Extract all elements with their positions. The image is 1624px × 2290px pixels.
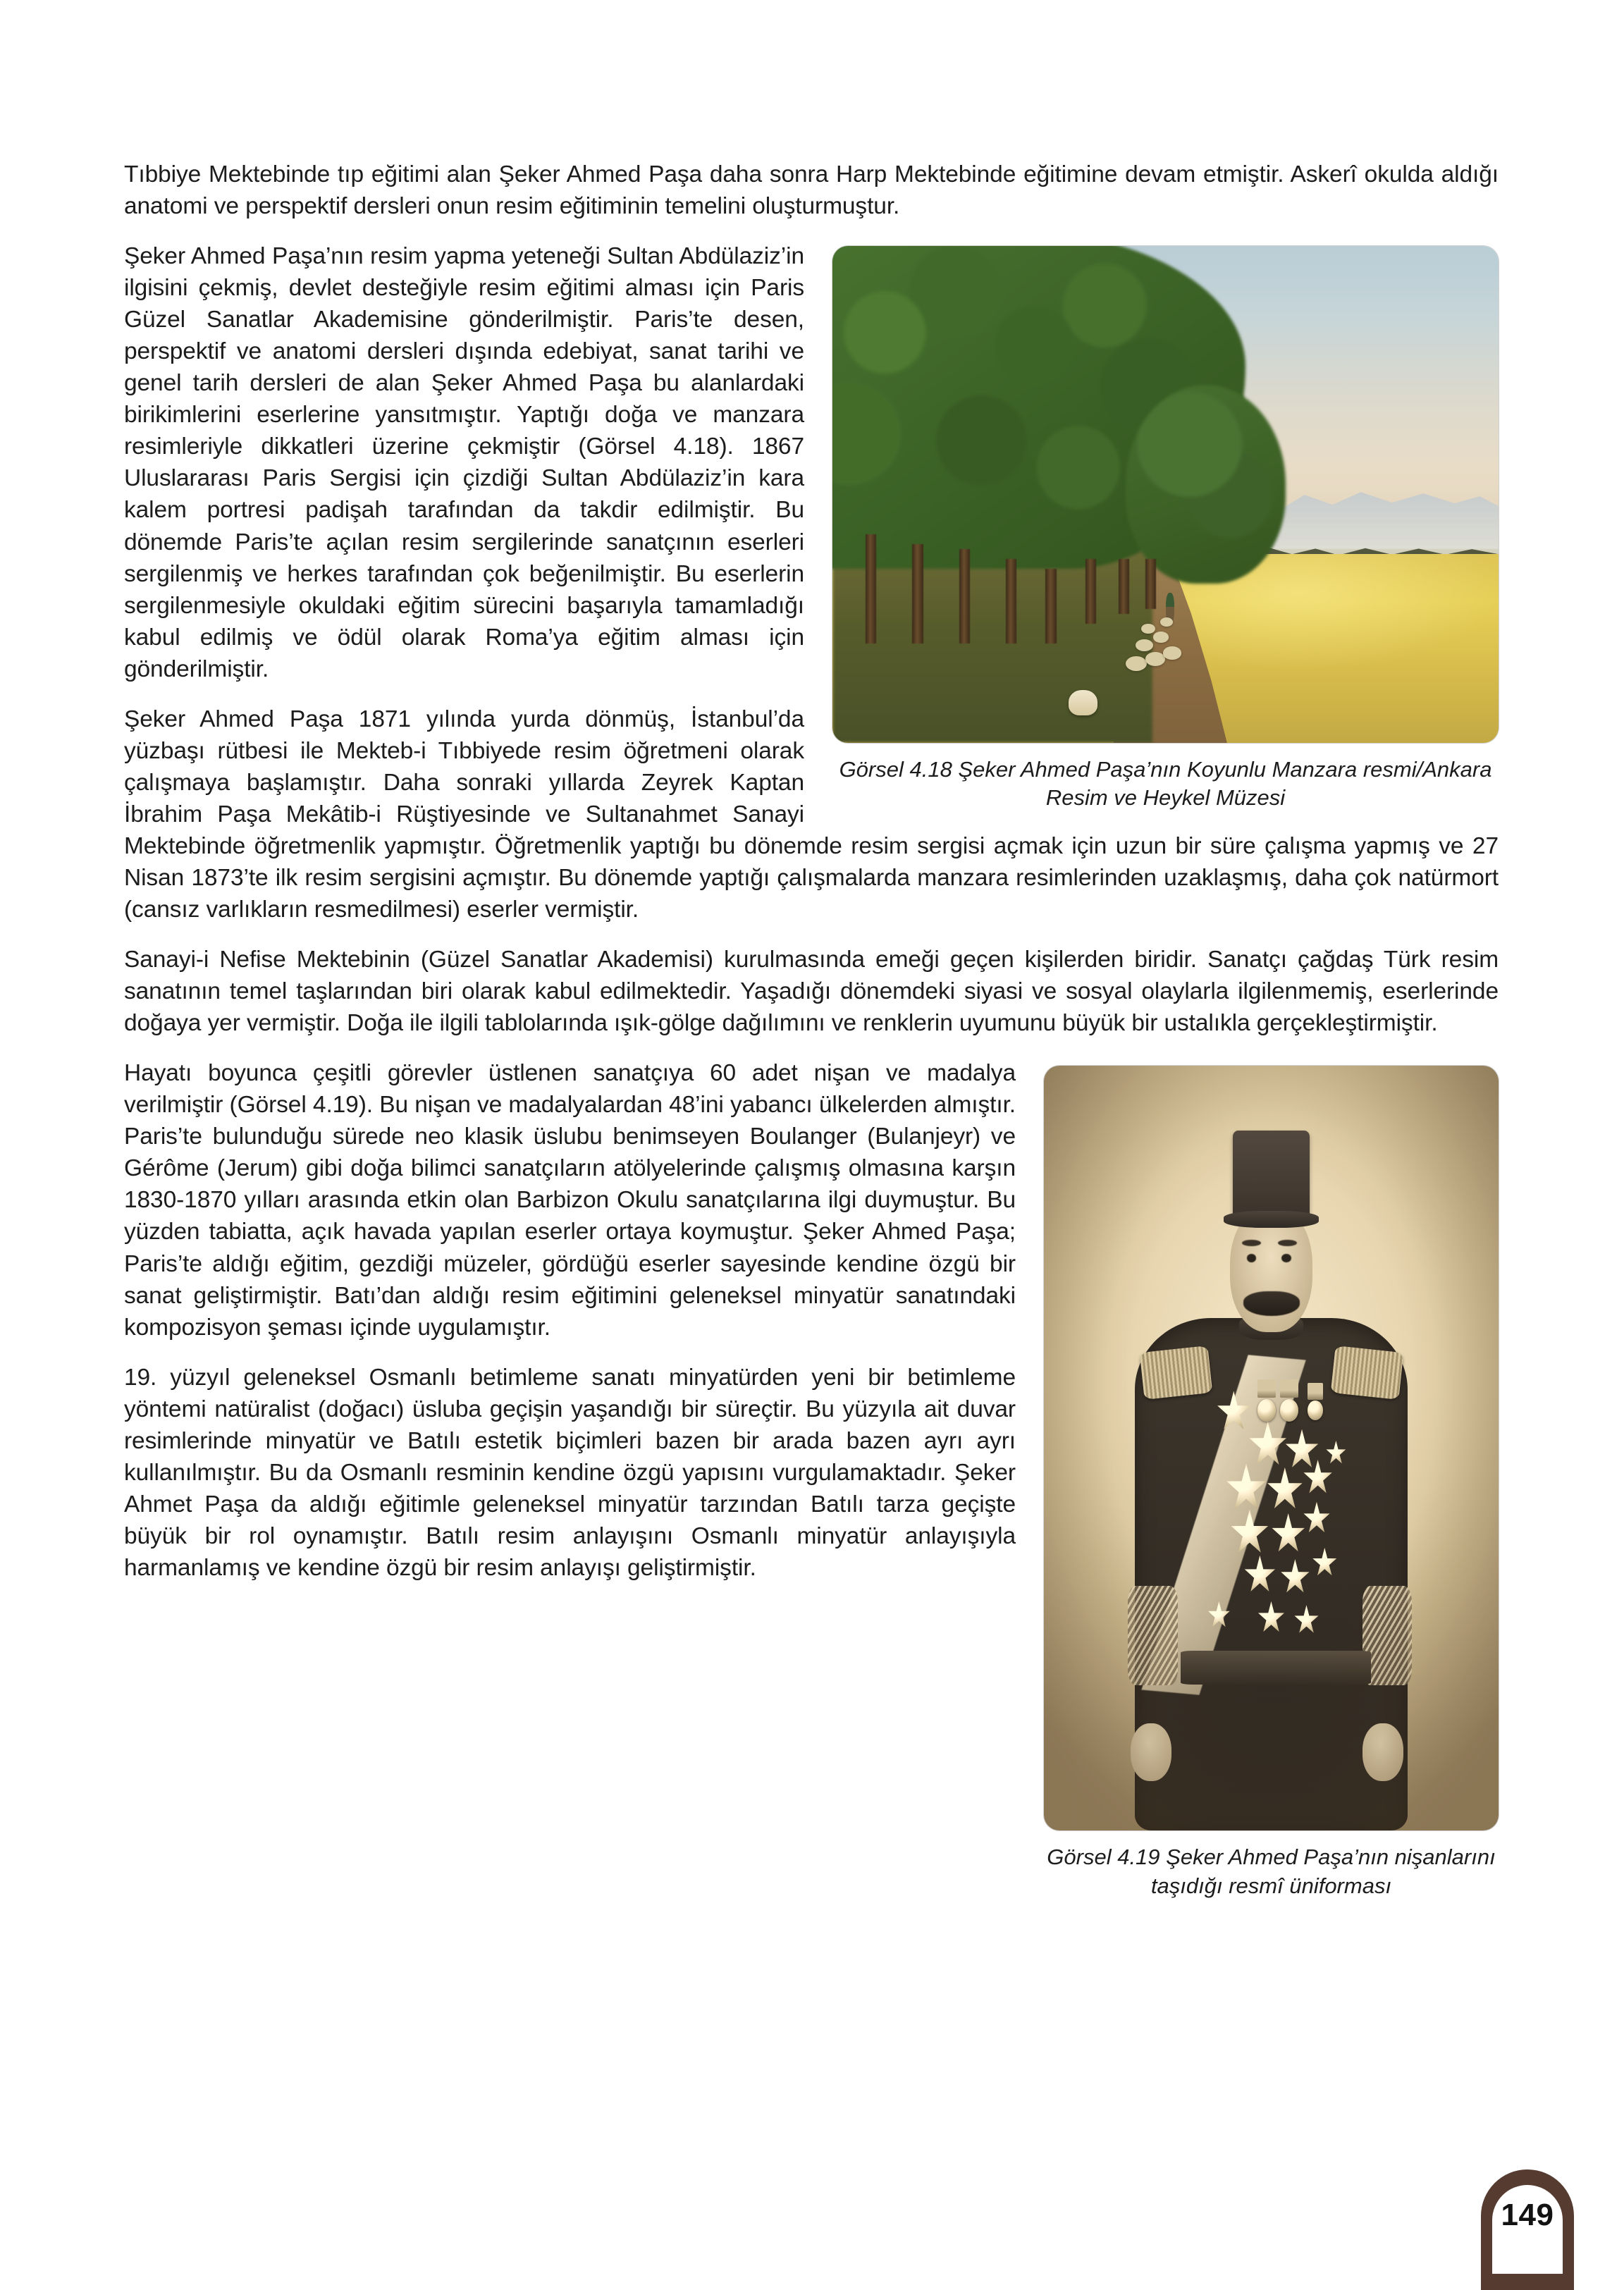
figure-image-gorsel-4-18	[832, 246, 1499, 743]
paragraph-3: Şeker Ahmed Paşa 1871 yılında yurda dönmüş, İstanbul’da yüzbaşı rütbesi ile Mekteb-i Tıbbiyede resim öğretmeni olarak çalışmaya başlamıştır. Daha sonraki yıllarda Zeyrek Kaptan İbrahim Paşa Mekâtib-i Rüştiyesinde ve Sultanahmet Sanayi Mektebinde öğretmenlik yapmıştır. Öğretmenlik yaptığı bu dönemde resim sergisi açmak için uzun bir süre çalışma yapmış ve 27 Nisan 1873’te ilk resim sergisini açmıştır. Bu dönemde yaptığı çalışmalarda manzara resimlerinden uzaklaşmış, daha çok natürmort (cansız varlıkların resmedilmesi) eserler vermiştir.	[124, 706, 1499, 923]
page-number: 149	[1501, 2198, 1554, 2232]
portrait-seker-ahmed-pasa	[1044, 1066, 1499, 1830]
page-content	[124, 159, 1499, 1907]
figure-gorsel-4-18	[832, 246, 1499, 813]
paragraph-2: Şeker Ahmed Paşa’nın resim yapma yeteneği Sultan Abdülaziz’in ilgisini çekmiş, devlet desteğiyle resim eğitimi alması için Paris Güzel Sanatlar Akademisine gönderilmiştir. Paris’te desen, perspektif ve anatomi dersleri dışında edebiyat, sanat tarihi ve genel tarih dersleri de alan Şeker Ahmed Paşa bu alanlardaki birikimlerini eserlerine yansıtmıştır. Yaptığı doğa ve manzara resimleriyle dikkatleri üzerine çekmiştir (Görsel 4.18). 1867 Uluslararası Paris Sergisi için çizdiği Sultan Abdülaziz’in kara kalem portresi padişah tarafından da takdir edilmiştir. Bu dönemde Paris’te açılan resim sergilerinde sanatçının eserleri sergilenmiş ve herkes tarafından çok beğenilmiştir. Bu eserlerin sergilenmesiyle okuldaki eğitim sürecini başarıyla tamamladığı kabul edilmiş ve ödül olarak Roma’ya eğitim alması için gönderilmiştir.	[124, 243, 804, 682]
painting-tree-trunk	[1085, 559, 1096, 624]
painting-tree-canopy-secondary	[1126, 385, 1286, 584]
paragraph-4: Sanayi-i Nefise Mektebinin (Güzel Sanatlar Akademisi) kurulmasında emeği geçen kişilerden biridir. Sanatçı çağdaş Türk resim sanatının temel taşlarından biri olarak kabul edilmektedir. Yaşadığı dönemdeki siyasi ve sosyal olaylarla ilgilenmemiş, eserlerinde doğaya yer vermiştir. Doğa ile ilgili tablolarında ışık-gölge dağılımını ve renklerin uyumunu büyük bir ustalıkla gerçekleştirmiştir.	[124, 947, 1499, 1037]
painting-dog	[1069, 690, 1097, 716]
figure-gorsel-4-19	[1044, 1066, 1499, 1900]
paragraph-5: Hayatı boyunca çeşitli görevler üstlenen sanatçıya 60 adet nişan ve madalya verilmiştir (Görsel 4.19). Bu nişan ve madalyalardan 48’ini yabancı ülkelerden almıştır. Paris’te bulunduğu sürede neo klasik üslubu benimseyen Boulanger (Bulanjeyr) ve Gérôme (Jerum) gibi doğa bilimci sanatçıların atölyelerinde çalışmış olmasına karşın 1830-1870 yılları arasında etkin olan Barbizon Okulu sanatçılarına ilgi duymuştur. Bu yüzden tabiatta, açık havada yapılan eserler ortaya koymuştur. Şeker Ahmed Paşa; Paris’te aldığı eğitim, gezdiği müzeler, gördüğü eserler sayesinde kendine özgü bir sanat geliştirmiştir. Batı’dan aldığı resim eğitimini geleneksel minyatür sanatındaki kompozisyon şeması içinde uygulamıştır.	[124, 1060, 1016, 1341]
painting-tree-trunk	[866, 534, 876, 644]
painting-sheep	[1160, 617, 1173, 627]
painting-sheep	[1163, 646, 1181, 659]
painting-tree-trunk	[959, 549, 970, 644]
figure-caption-gorsel-4-19: Görsel 4.19 Şeker Ahmed Paşa’nın nişanlarını taşıdığı resmî üniforması	[1047, 1845, 1496, 1898]
painting-tree-trunk	[1045, 569, 1056, 644]
painting-shaded-grass	[832, 549, 1152, 743]
painting-tree-trunk	[1145, 559, 1156, 609]
painting-sheep	[1136, 639, 1153, 651]
painting-tree-trunk	[1119, 559, 1129, 614]
painting-sheep	[1153, 632, 1169, 643]
painting-sheep	[1126, 656, 1147, 671]
painting-koyunlu-manzara	[832, 246, 1499, 743]
paragraph-1: Tıbbiye Mektebinde tıp eğitimi alan Şeker Ahmed Paşa daha sonra Harp Mektebinde eğitimine devam etmiştir. Askerî okulda aldığı anatomi ve perspektif dersleri onun resim eğitiminin temelini oluşturmuştur.	[124, 161, 1499, 220]
portrait-vignette	[1044, 1066, 1499, 1830]
figure-image-gorsel-4-19	[1044, 1066, 1499, 1830]
painting-tree-trunk	[1006, 559, 1016, 644]
paragraph-6: 19. yüzyıl geleneksel Osmanlı betimleme sanatı minyatürden yeni bir betimleme yöntemi natüralist (doğacı) üsluba geçişin yaşandığı bir süreçtir. Bu yüzyıla ait duvar resimlerinde minyatür ve Batılı estetik biçimleri bazen bir arada bazen ayrı ayrı kullanılmıştır. Bu da Osmanlı resminin kendine özgü yapısını vurgulamaktadır. Şeker Ahmet Paşa da aldığı eğitimle geleneksel minyatür tarzından Batılı tarza geçişte büyük bir rol oynamıştır. Batılı resim anlayışını Osmanlı minyatür anlayışıyla harmanlamış ve kendine özgü bir resim anlayışı geliştirmiştir.	[124, 1364, 1016, 1581]
figure-caption-gorsel-4-18: Görsel 4.18 Şeker Ahmed Paşa’nın Koyunlu Manzara resmi/Ankara Resim ve Heykel Müzesi	[839, 757, 1492, 811]
page-number-badge	[1481, 2169, 1574, 2290]
painting-tree-trunk	[912, 544, 923, 644]
